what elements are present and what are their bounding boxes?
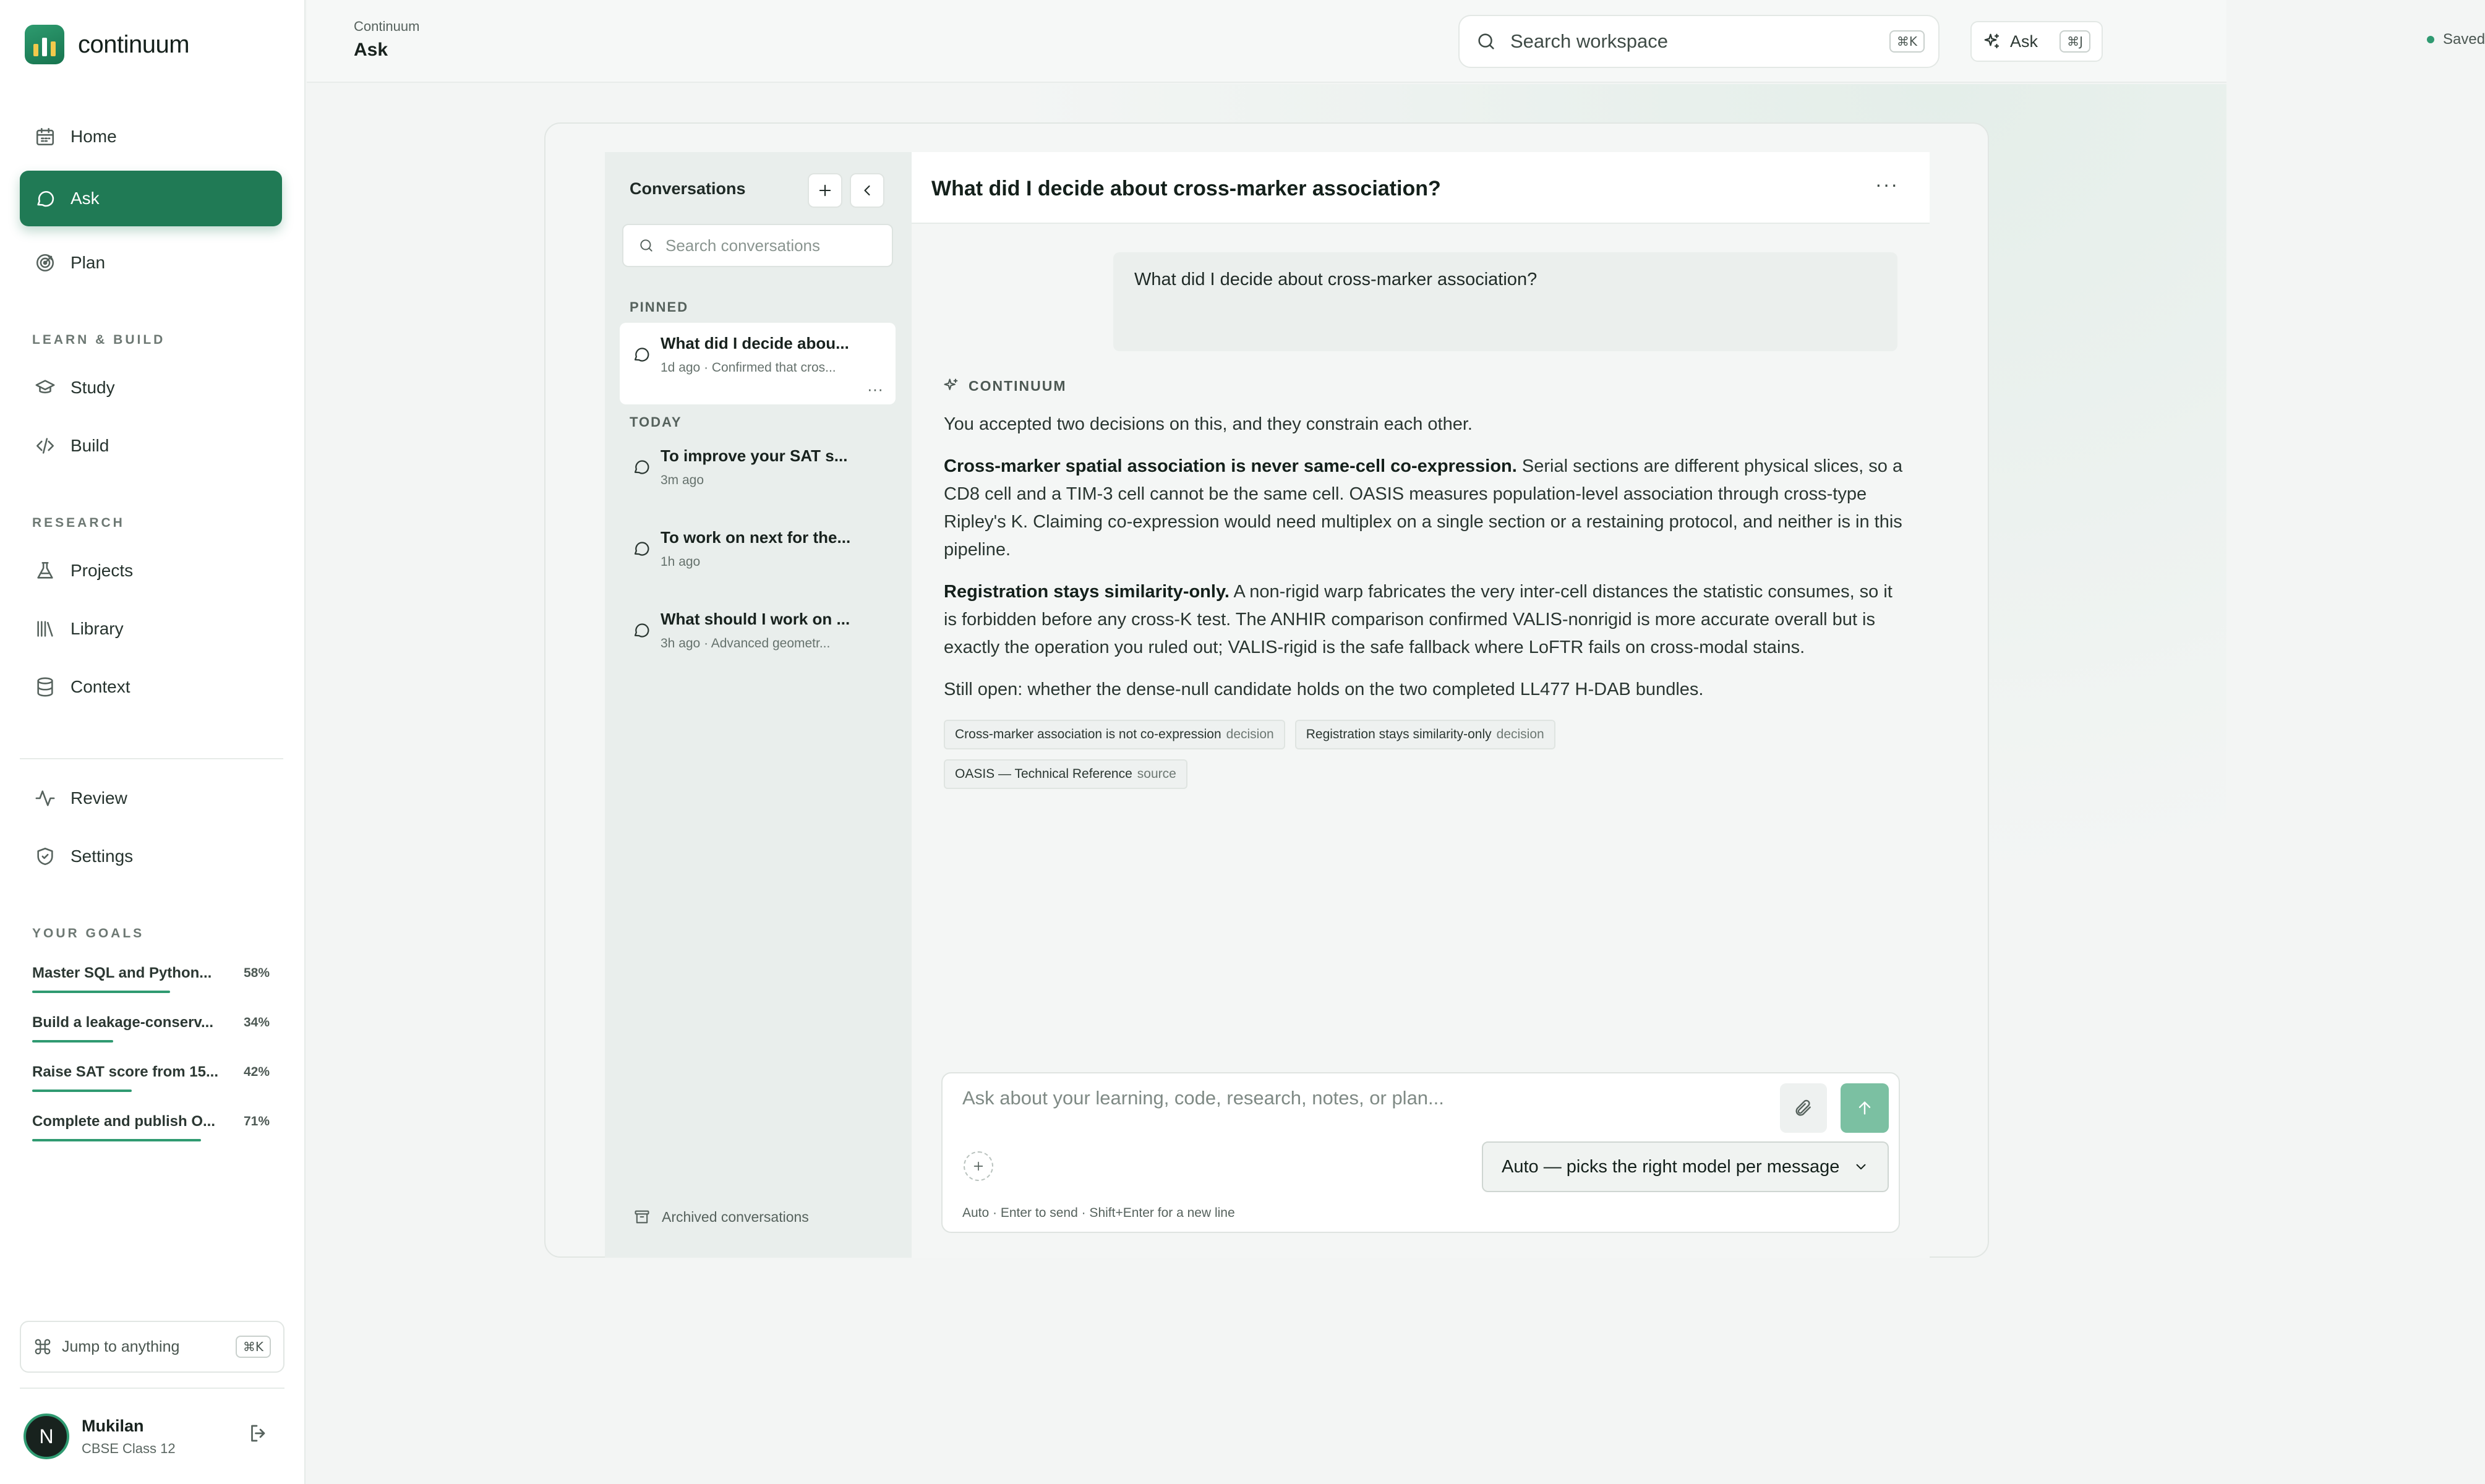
- reference-chip[interactable]: [1295, 720, 1555, 749]
- chip-label: Registration stays similarity-only: [1306, 727, 1492, 741]
- goal-progress-bar: [32, 1090, 132, 1092]
- breadcrumb[interactable]: Continuum: [354, 19, 420, 34]
- chip-kind: decision: [1496, 727, 1544, 741]
- ask-shortcut: ⌘J: [2059, 30, 2090, 53]
- pinned-label: PINNED: [630, 299, 689, 315]
- nav-settings-label: Settings: [71, 846, 134, 866]
- paperclip-icon: [1794, 1098, 1813, 1118]
- send-button[interactable]: [1841, 1083, 1889, 1133]
- workspace-search[interactable]: [1458, 15, 1940, 68]
- conversation-meta: 1d ago · Confirmed that cros...: [661, 360, 836, 375]
- section-goals: YOUR GOALS: [32, 926, 145, 940]
- search-icon: [638, 237, 654, 254]
- nav-study[interactable]: [20, 360, 282, 416]
- conversation-search-input[interactable]: Search conversations: [665, 236, 821, 255]
- ask-button[interactable]: [1970, 21, 2103, 62]
- conversation-title: What did I decide abou...: [661, 334, 849, 352]
- nav-plan[interactable]: [20, 235, 282, 291]
- avatar: N: [24, 1414, 69, 1459]
- conversation-search[interactable]: [622, 224, 893, 267]
- more-icon[interactable]: ···: [867, 380, 883, 398]
- conversation-item[interactable]: [620, 599, 896, 680]
- user-profile[interactable]: [24, 1414, 176, 1459]
- goal-item[interactable]: [32, 1113, 270, 1141]
- answer-text: A non-rigid warp fabricates the very inter-cell distances the statistic consumes, so it is forbidden before any cross-K test. The ANHIR comparison confirmed VALIS-nonrigid is more accurate overall but is exactly the operation you ruled out; VALIS-rigid is the safe fallback where LoFTR fails on cross-modal stains.: [944, 582, 1893, 657]
- command-icon: [33, 1337, 52, 1356]
- nav-home-label: Home: [71, 127, 117, 146]
- database-icon: [35, 676, 56, 697]
- save-status-label: Saved: [2443, 31, 2485, 48]
- assistant-answer: [944, 411, 1906, 718]
- search-icon: [1476, 31, 1497, 52]
- section-research: RESEARCH: [32, 516, 125, 530]
- calendar-icon: [35, 126, 56, 147]
- arrow-up-icon: [1855, 1098, 1875, 1118]
- nav-build-label: Build: [71, 436, 109, 455]
- answer-paragraph: [944, 453, 1906, 564]
- chip-label: Cross-marker association is not co-expression: [955, 727, 1221, 741]
- nav-projects[interactable]: [20, 543, 282, 599]
- reference-chip[interactable]: [944, 759, 1187, 789]
- goal-progress-bar: [32, 1139, 201, 1141]
- assistant-label: [943, 377, 1067, 394]
- answer-intro: You accepted two decisions on this, and they constrain each other.: [944, 414, 1473, 434]
- answer-bold: Registration stays similarity-only.: [944, 582, 1230, 602]
- chat-header: [912, 152, 1930, 224]
- nav-ask[interactable]: [20, 171, 282, 226]
- nav-review[interactable]: [20, 770, 282, 826]
- goal-name: Complete and publish O...: [32, 1113, 216, 1130]
- nav-library[interactable]: [20, 601, 282, 657]
- goal-name: Master SQL and Python...: [32, 965, 212, 981]
- section-learn-build: LEARN & BUILD: [32, 333, 166, 347]
- model-select-value: Auto — picks the right model per message: [1502, 1156, 1840, 1177]
- nav-plan-label: Plan: [71, 253, 106, 272]
- user-message: What did I decide about cross-marker association?: [1113, 252, 1897, 351]
- nav-context[interactable]: [20, 659, 282, 715]
- archive-icon: [633, 1208, 651, 1226]
- sidebar: [0, 0, 306, 1484]
- code-icon: [35, 435, 56, 456]
- brand-logo: [25, 25, 64, 64]
- more-icon[interactable]: ···: [1875, 173, 1899, 195]
- answer-closing: Still open: whether the dense-null candidate holds on the two completed LL477 H-DAB bundles.: [944, 680, 1704, 699]
- chip-kind: source: [1137, 767, 1176, 781]
- activity-icon: [35, 788, 56, 809]
- message-input[interactable]: Ask about your learning, code, research, notes, or plan...: [962, 1087, 1444, 1109]
- target-icon: [35, 252, 56, 273]
- add-context-button[interactable]: [964, 1151, 993, 1181]
- books-icon: [35, 618, 56, 639]
- user-divider: [20, 1388, 284, 1389]
- nav-review-label: Review: [71, 788, 127, 808]
- page-title: Ask: [354, 40, 388, 60]
- nav-home[interactable]: [20, 109, 282, 164]
- workspace-search-input[interactable]: Search workspace: [1510, 30, 1669, 52]
- chat-bubble-icon: [632, 345, 651, 364]
- attach-button[interactable]: [1780, 1083, 1827, 1133]
- sparkle-icon: [1983, 32, 2001, 51]
- chat-bubble-icon: [632, 458, 651, 476]
- goal-percent: 42%: [243, 1065, 270, 1079]
- answer-paragraph: [944, 578, 1906, 662]
- logout-icon[interactable]: [247, 1422, 270, 1444]
- conversation-meta: 3m ago: [661, 473, 704, 487]
- nav-library-label: Library: [71, 619, 124, 638]
- conversation-title: What should I work on ...: [661, 610, 850, 628]
- reference-chips: [944, 720, 1748, 789]
- goal-item[interactable]: [32, 965, 270, 993]
- chip-kind: decision: [1226, 727, 1274, 741]
- conversation-item[interactable]: [620, 435, 896, 517]
- chip-label: OASIS — Technical Reference: [955, 767, 1132, 781]
- brand[interactable]: [25, 25, 189, 64]
- nav-study-label: Study: [71, 378, 115, 397]
- goal-percent: 58%: [243, 966, 270, 980]
- model-select[interactable]: [1482, 1141, 1889, 1192]
- answer-bold: Cross-marker spatial association is never same-cell co-expression.: [944, 456, 1517, 476]
- sparkle-icon: [943, 377, 960, 394]
- nav-projects-label: Projects: [71, 561, 134, 580]
- chevron-down-icon: [1853, 1159, 1869, 1175]
- assistant-name: CONTINUUM: [969, 377, 1067, 394]
- ask-button-label: Ask: [2010, 32, 2038, 51]
- conversations-panel: [605, 152, 912, 1258]
- answer-text: Serial sections are different physical slices, so a CD8 cell and a TIM-3 cell cannot be the same cell. OASIS measures population-level association through cross-type Ripley's K. Claiming co-expression would need multiplex on a single section or a restaining protocol, and neither is in this pipeline.: [944, 456, 1903, 560]
- jump-shortcut: ⌘K: [236, 1336, 271, 1358]
- conversations-title: Conversations: [630, 179, 746, 198]
- conversation-item[interactable]: [620, 517, 896, 599]
- user-name: Mukilan: [82, 1416, 144, 1435]
- plus-icon: [816, 182, 834, 199]
- chat-bubble-icon: [632, 539, 651, 558]
- plus-icon: [972, 1159, 985, 1173]
- collapse-panel-button[interactable]: [850, 173, 884, 208]
- nav-context-label: Context: [71, 677, 130, 696]
- goal-item[interactable]: [32, 1014, 270, 1043]
- conversation-meta: 3h ago · Advanced geometr...: [661, 636, 831, 650]
- chat-bubble-icon: [632, 621, 651, 639]
- goal-progress-bar: [32, 1040, 113, 1043]
- sidebar-divider: [20, 758, 283, 759]
- chat-panel: [912, 152, 1930, 1258]
- chat-bubble-icon: [35, 188, 56, 209]
- graduation-cap-icon: [35, 377, 56, 398]
- new-conversation-button[interactable]: [808, 173, 842, 208]
- today-label: TODAY: [630, 414, 682, 430]
- nav-build[interactable]: [20, 418, 282, 474]
- message-composer: [941, 1072, 1900, 1233]
- shield-icon: [35, 846, 56, 867]
- goal-percent: 34%: [243, 1015, 270, 1030]
- top-bar: [307, 0, 2485, 83]
- goal-name: Build a leakage-conserv...: [32, 1014, 214, 1031]
- user-subtitle: CBSE Class 12: [82, 1440, 176, 1456]
- flask-icon: [35, 560, 56, 581]
- chat-title: What did I decide about cross-marker association?: [931, 177, 1441, 200]
- jump-label: Jump to anything: [62, 1337, 180, 1355]
- status-dot: [2427, 36, 2434, 43]
- goal-percent: 71%: [243, 1114, 270, 1128]
- conversation-meta: 1h ago: [661, 555, 701, 569]
- brand-name: continuum: [78, 30, 190, 58]
- conversation-title: To work on next for the...: [661, 528, 851, 547]
- reference-chip[interactable]: [944, 720, 1285, 749]
- goal-progress-bar: [32, 991, 170, 993]
- goal-item[interactable]: [32, 1064, 270, 1092]
- search-shortcut: ⌘K: [1889, 30, 1925, 53]
- nav-settings[interactable]: [20, 829, 282, 884]
- save-status: [2427, 31, 2485, 48]
- archived-conversations-link[interactable]: [633, 1208, 809, 1226]
- goal-name: Raise SAT score from 15...: [32, 1064, 219, 1080]
- composer-hint: Auto · Enter to send · Shift+Enter for a new line: [962, 1206, 1235, 1220]
- jump-to-anything-button[interactable]: [20, 1321, 284, 1373]
- nav-ask-label: Ask: [71, 189, 100, 208]
- chevron-left-icon: [858, 182, 876, 199]
- conversation-item[interactable]: [620, 323, 896, 404]
- archived-label: Archived conversations: [662, 1208, 809, 1225]
- conversation-title: To improve your SAT s...: [661, 446, 848, 465]
